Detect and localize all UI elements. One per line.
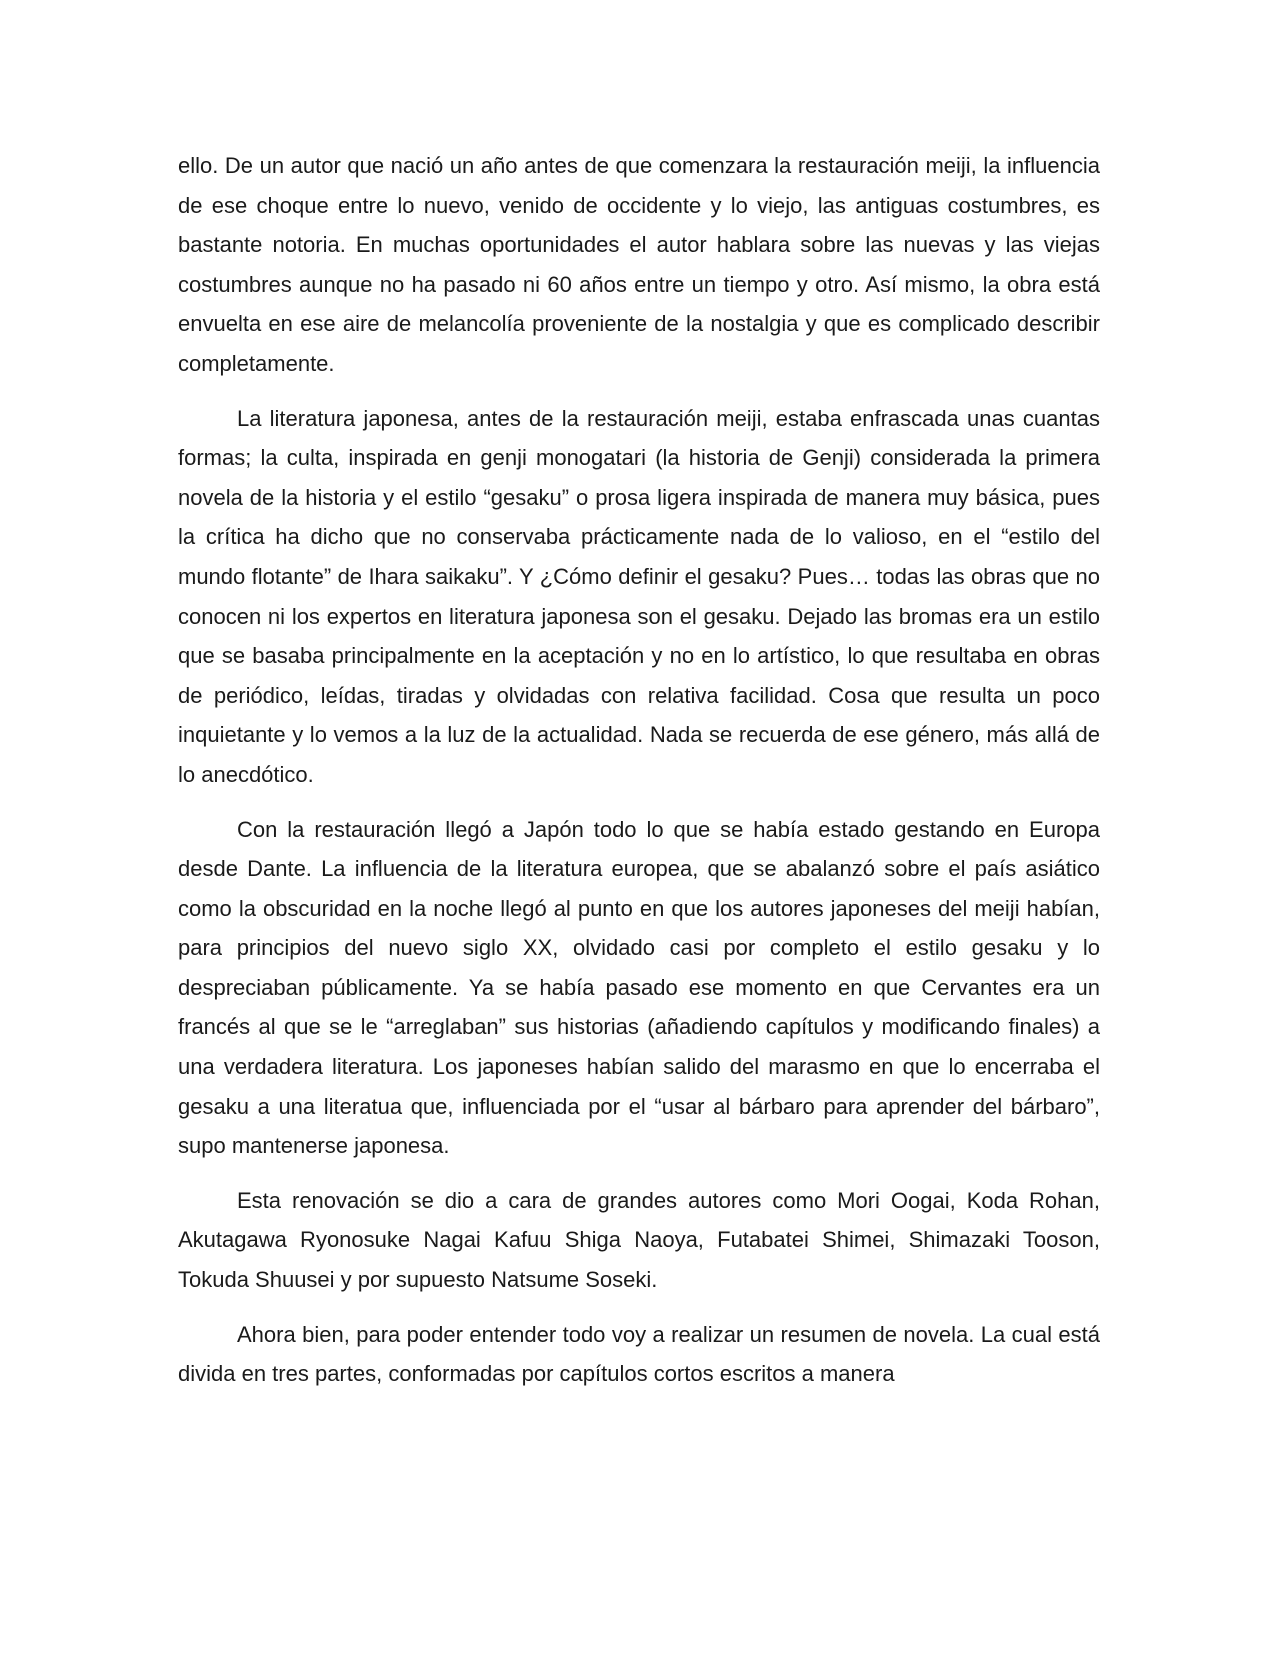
body-text <box>178 146 1100 1409</box>
paragraph-4: Esta renovación se dio a cara de grandes autores como Mori Oogai, Koda Rohan, Akutagawa Ryonosuke Nagai Kafuu Shiga Naoya, Futabatei Shimei, Shimazaki Tooson, Tokuda Shuusei y por supuesto Natsume Soseki. <box>178 1187 1100 1293</box>
paragraph-1: ello. De un autor que nació un año antes de que comenzara la restauración meiji, la influencia de ese choque entre lo nuevo, venido de occidente y lo viejo, las antiguas costumbres, es bastante notoria. En muchas oportunidades el autor hablara sobre las nuevas y las viejas costumbres aunque no ha pasado ni 60 años entre un tiempo y otro. Así mismo, la obra está envuelta en ese aire de melancolía proveniente de la nostalgia y que es complicado describir completamente. <box>178 153 1100 376</box>
paragraph-2: La literatura japonesa, antes de la restauración meiji, estaba enfrascada unas cuantas formas; la culta, inspirada en genji monogatari (la historia de Genji) considerada la primera novela de la historia y el estilo “gesaku” o prosa ligera inspirada de manera muy básica, pues la crítica ha dicho que no conservaba prácticamente nada de lo valioso, en el “estilo del mundo flotante” de Ihara saikaku”. Y ¿Cómo definir el gesaku? Pues… todas las obras que no conocen ni los expertos en literatura japonesa son el gesaku. Dejado las bromas era un estilo que se basaba principalmente en la aceptación y no en lo artístico, lo que resultaba en obras de periódico, leídas, tiradas y olvidadas con relativa facilidad. Cosa que resulta un poco inquietante y lo vemos a la luz de la actualidad. Nada se recuerda de ese género, más allá de lo anecdótico. <box>178 405 1100 787</box>
paragraph-3: Con la restauración llegó a Japón todo lo que se había estado gestando en Europa desde Dante. La influencia de la literatura europea, que se abalanzó sobre el país asiático como la obscuridad en la noche llegó al punto en que los autores japoneses del meiji habían, para principios del nuevo siglo XX, olvidado casi por completo el estilo gesaku y lo despreciaban públicamente. Ya se había pasado ese momento en que Cervantes era un francés al que se le “arreglaban” sus historias (añadiendo capítulos y modificando finales) a una verdadera literatura. Los japoneses habían salido del marasmo en que lo encerraba el gesaku a una literatua que, influenciada por el “usar al bárbaro para aprender del bárbaro”, supo mantenerse japonesa. <box>178 816 1100 1159</box>
paragraph-5: Ahora bien, para poder entender todo voy a realizar un resumen de novela. La cual está divida en tres partes, conformadas por capítulos cortos escritos a manera <box>178 1321 1100 1387</box>
